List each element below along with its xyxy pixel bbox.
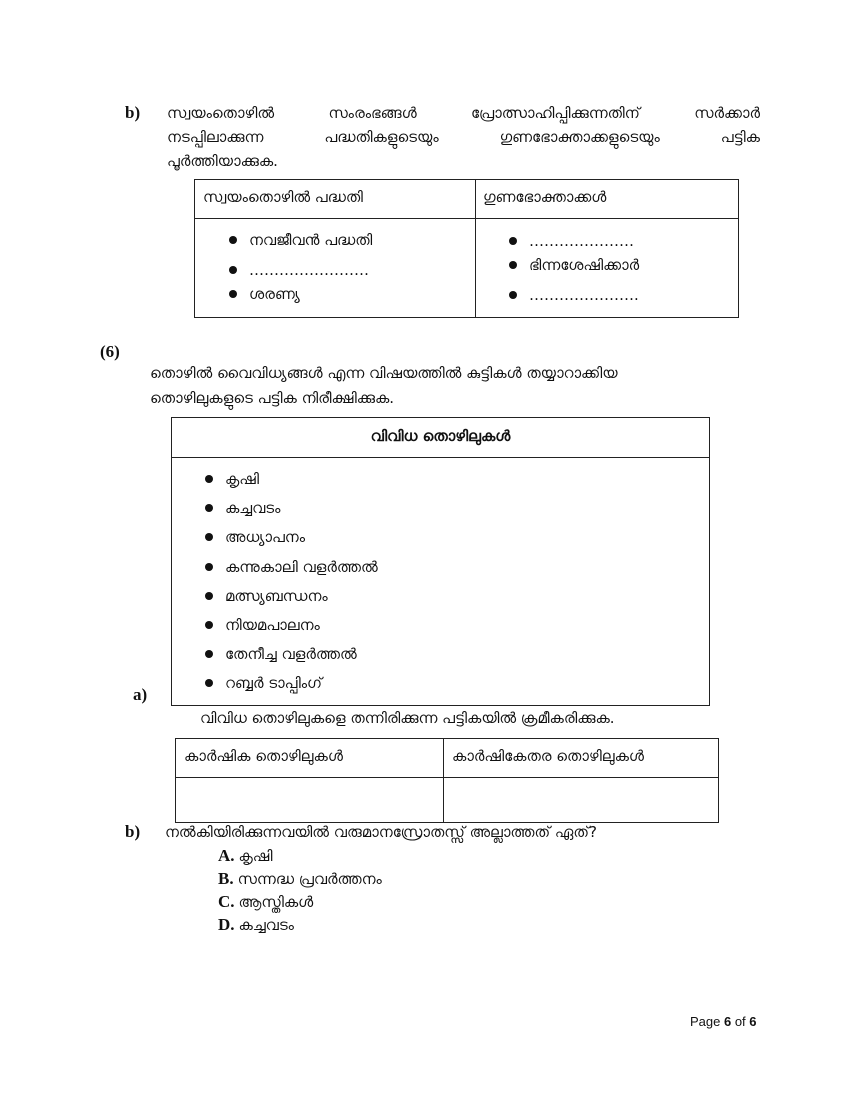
bullet-icon [509,291,517,299]
bullet-icon [205,533,213,541]
option-b[interactable] [218,869,382,889]
job-item [205,674,322,692]
bullet-icon [229,236,237,244]
page-current: 6 [723,1014,732,1029]
question-intro-line2: തൊഴിലുകളുടെ പട്ടിക നിരീക്ഷിക്കുക. [150,389,395,407]
page-total: 6 [749,1014,757,1029]
word: പദ്ധതികളുടെയും [324,128,439,146]
job-item [205,645,357,663]
page-prefix: Page [690,1014,724,1029]
option-text: കച്ചവടം [238,916,294,934]
header-scheme: സ്വയംതൊഴിൽ പദ്ധതി [203,188,363,206]
page-of: of [731,1014,750,1029]
job-item [205,587,328,605]
divider [176,777,718,778]
bullet-icon [205,592,213,600]
bullet-icon [509,261,517,269]
question-label-a: a) [133,685,148,704]
header-beneficiaries: ഗുണഭോക്താക്കൾ [483,188,607,206]
option-c[interactable] [218,892,313,912]
job-text: കന്നുകാലി വളർത്തൽ [225,557,378,576]
bullet-icon [229,266,237,274]
word: പട്ടിക [720,128,760,146]
job-text: നിയമപാലനം [225,616,320,634]
word: ഗുണഭോക്താക്കളുടെയും [499,128,660,146]
option-letter: D. [218,915,235,934]
word: പ്രോത്സാഹിപ്പിക്കുന്നതിന് [471,104,640,122]
answer-cell-agricultural[interactable] [178,780,442,820]
divider [443,739,444,822]
item-blank: ………………… [529,232,634,250]
question-b-line1 [167,104,760,122]
answer-cell-non-agricultural[interactable] [446,780,716,820]
jobs-table [171,417,710,706]
question-label-b: b) [125,103,141,122]
question-number: (6) [100,342,120,361]
list-item [509,286,639,304]
bullet-icon [229,290,237,298]
bullet-icon [205,650,213,658]
option-letter: B. [218,869,234,888]
option-text: കൃഷി [238,847,273,865]
bullet-icon [205,475,213,483]
list-item [229,285,300,303]
job-text: അധ്യാപനം [225,528,305,547]
job-text: കച്ചവടം [225,499,281,518]
job-item [205,616,320,634]
schemes-table [194,179,739,318]
list-item [229,231,372,249]
option-text: ആസ്തികൾ [238,893,314,911]
job-item [205,528,305,546]
bullet-icon [205,679,213,687]
word: സ്വയംതൊഴിൽ [167,104,275,122]
item-blank: …………………. [529,286,639,304]
question-a-text: വിവിധ തൊഴിലുകളെ തന്നിരിക്കുന്ന പട്ടികയിൽ ക്രമീകരിക്കുക. [200,709,615,727]
header-agricultural: കാർഷിക തൊഴിലുകൾ [184,747,343,765]
header-non-agricultural: കാർഷികേതര തൊഴിലുകൾ [452,747,644,765]
item-text: നവജീവൻ പദ്ധതി [249,231,373,249]
job-text: റബ്ബർ ടാപ്പിംഗ് [225,674,323,693]
bullet-icon [205,563,213,571]
option-letter: A. [218,846,235,865]
word: സംരംഭങ്ങൾ [328,104,417,122]
bullet-icon [205,621,213,629]
job-text: കൃഷി [225,470,259,488]
job-item [205,499,280,517]
option-letter: C. [218,892,235,911]
option-text: സന്നദ്ധ പ്രവർത്തനം [237,870,382,888]
item-blank: …………………… [249,261,369,279]
question-b-text: നൽകിയിരിക്കുന്നവയിൽ വരുമാനസ്രോതസ്സ് അല്ലാത്തത് ഏത്? [165,823,598,841]
job-item [205,470,259,488]
question-intro-line1: തൊഴിൽ വൈവിധ്യങ്ങൾ എന്ന വിഷയത്തിൽ കുട്ടികൾ തയ്യാറാക്കിയ [150,364,618,382]
word: സർക്കാർ [694,104,760,122]
option-d[interactable] [218,915,294,935]
jobs-table-title: വിവിധ തൊഴിലുകൾ [370,427,511,445]
list-item [509,232,634,250]
item-text: ശരണ്യ [249,285,300,303]
bullet-icon [205,504,213,512]
question-b-line3: പൂർത്തിയാക്കുക. [167,152,278,170]
list-item [509,256,639,274]
list-item [229,261,369,279]
question-label-b: b) [125,822,141,841]
word: നടപ്പിലാക്കുന്ന [167,128,264,146]
item-text: ഭിന്നശേഷിക്കാർ [529,256,640,274]
job-item [205,558,378,576]
divider [172,457,709,458]
page-number [690,1014,757,1029]
divider [195,218,738,219]
option-a[interactable] [218,846,273,866]
question-b-line2 [167,128,760,146]
divider [475,180,476,317]
job-text: മത്സ്യബന്ധനം [225,586,328,605]
job-text: തേനീച്ച വളർത്തൽ [225,645,357,664]
bullet-icon [509,237,517,245]
classification-table [175,738,719,823]
